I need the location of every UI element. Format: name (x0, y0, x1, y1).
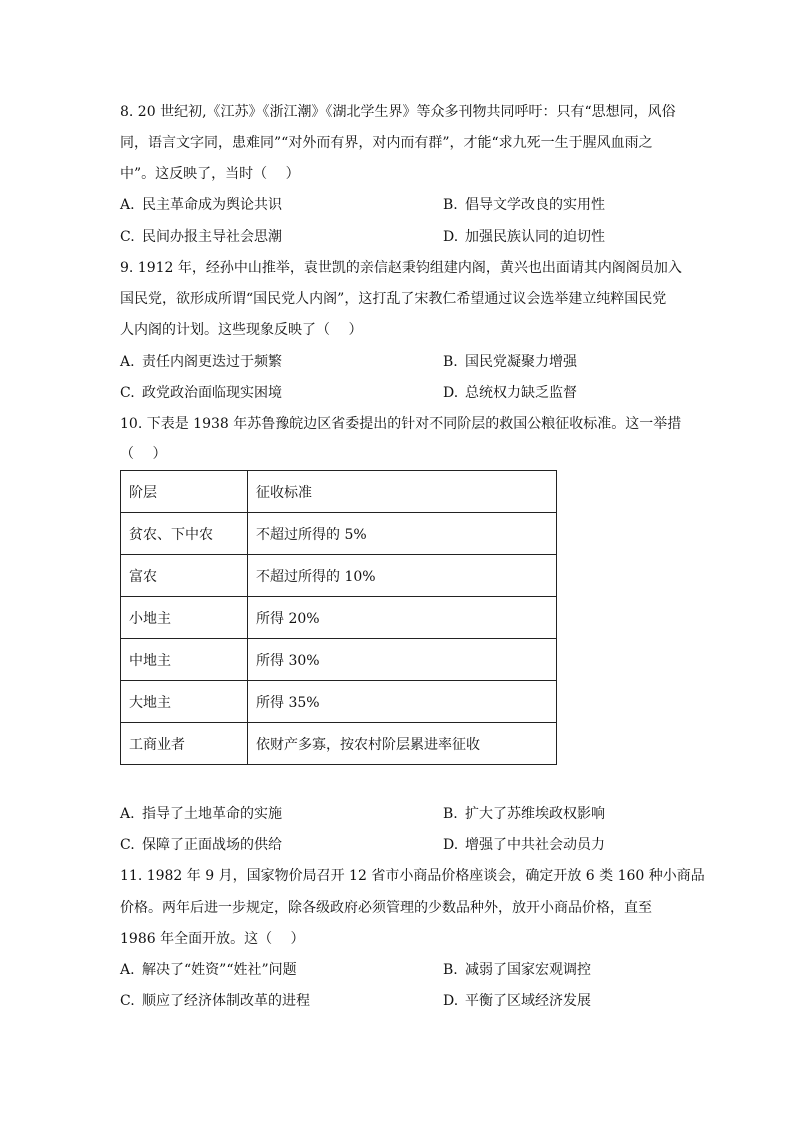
question-9-option-b: B. 国民党凝聚力增强 (443, 354, 577, 370)
table-cell-standard: 所得 30% (248, 639, 557, 681)
question-11-option-c: C. 顺应了经济体制改革的进程 (120, 993, 310, 1009)
table-header-standard: 征收标准 (248, 471, 557, 513)
question-8-option-a: A. 民主革命成为舆论共识 (120, 197, 282, 213)
table-row (121, 513, 557, 555)
table-cell-class: 大地主 (121, 681, 248, 723)
question-8-option-b: B. 倡导文学改良的实用性 (443, 197, 605, 213)
question-11-option-d: D. 平衡了区域经济发展 (443, 993, 591, 1009)
question-9-stem-line-1: 9. 1912 年，经孙中山推举，袁世凯的亲信赵秉钧组建内阁，黄兴也出面请其内阁阁员加入 (120, 260, 682, 276)
question-9-option-c: C. 政党政治面临现实困境 (120, 385, 282, 401)
table-cell-class: 贫农、下中农 (121, 513, 248, 555)
question-10-option-c: C. 保障了正面战场的供给 (120, 837, 282, 853)
question-8-option-c: C. 民间办报主导社会思潮 (120, 229, 282, 245)
table-cell-class: 中地主 (121, 639, 248, 681)
table-cell-standard: 依财产多寡，按农村阶层累进率征收 (248, 723, 557, 765)
table-row (121, 555, 557, 597)
table-cell-class: 小地主 (121, 597, 248, 639)
question-11-option-a: A. 解决了“姓资”“姓社”问题 (120, 962, 297, 978)
table-cell-standard: 所得 35% (248, 681, 557, 723)
question-10-option-d: D. 增强了中共社会动员力 (443, 837, 605, 853)
question-10-stem-line-2: （ ） (120, 446, 167, 462)
grain-levy-table (120, 470, 557, 765)
question-8-stem-line-3: 中”。这反映了，当时（ ） (120, 166, 300, 182)
table-header-class: 阶层 (121, 471, 248, 513)
table-row (121, 681, 557, 723)
question-11-stem-line-1: 11. 1982 年 9 月，国家物价局召开 12 省市小商品价格座谈会，确定开放 6 类 160 种小商品 (120, 868, 705, 884)
table-row (121, 639, 557, 681)
table-cell-standard: 不超过所得的 10% (248, 555, 557, 597)
question-8-stem-line-2: 同，语言文字同，患难同”“对外而有界，对内而有群”，才能“求九死一生于腥风血雨之 (120, 135, 653, 151)
table-cell-class: 工商业者 (121, 723, 248, 765)
question-11-stem-line-3: 1986 年全面开放。这（ ） (120, 931, 305, 947)
table-cell-standard: 不超过所得的 5% (248, 513, 557, 555)
table-row (121, 723, 557, 765)
table-cell-class: 富农 (121, 555, 248, 597)
question-9-stem-line-3: 人内阁的计划。这些现象反映了（ ） (120, 322, 363, 338)
question-9-option-a: A. 责任内阁更迭过于频繁 (120, 354, 282, 370)
question-10-stem-line-1: 10. 下表是 1938 年苏鲁豫皖边区省委提出的针对不同阶层的救国公粮征收标准。这一举措 (120, 416, 682, 432)
question-11-option-b: B. 减弱了国家宏观调控 (443, 962, 591, 978)
table-cell-standard: 所得 20% (248, 597, 557, 639)
question-10-option-b: B. 扩大了苏维埃政权影响 (443, 806, 605, 822)
question-11-stem-line-2: 价格。两年后进一步规定，除各级政府必须管理的少数品种外，放开小商品价格，直至 (120, 900, 652, 916)
table-header-row (121, 471, 557, 513)
question-10-option-a: A. 指导了土地革命的实施 (120, 806, 282, 822)
table-row (121, 597, 557, 639)
question-9-stem-line-2: 国民党，欲形成所谓“国民党人内阁”，这打乱了宋教仁希望通过议会选举建立纯粹国民党 (120, 291, 667, 307)
question-8-option-d: D. 加强民族认同的迫切性 (443, 229, 605, 245)
question-9-option-d: D. 总统权力缺乏监督 (443, 385, 577, 401)
question-8-stem-line-1: 8. 20 世纪初,《江苏》《浙江潮》《湖北学生界》等众多刊物共同呼吁：只有“思想同，风俗 (120, 104, 676, 120)
